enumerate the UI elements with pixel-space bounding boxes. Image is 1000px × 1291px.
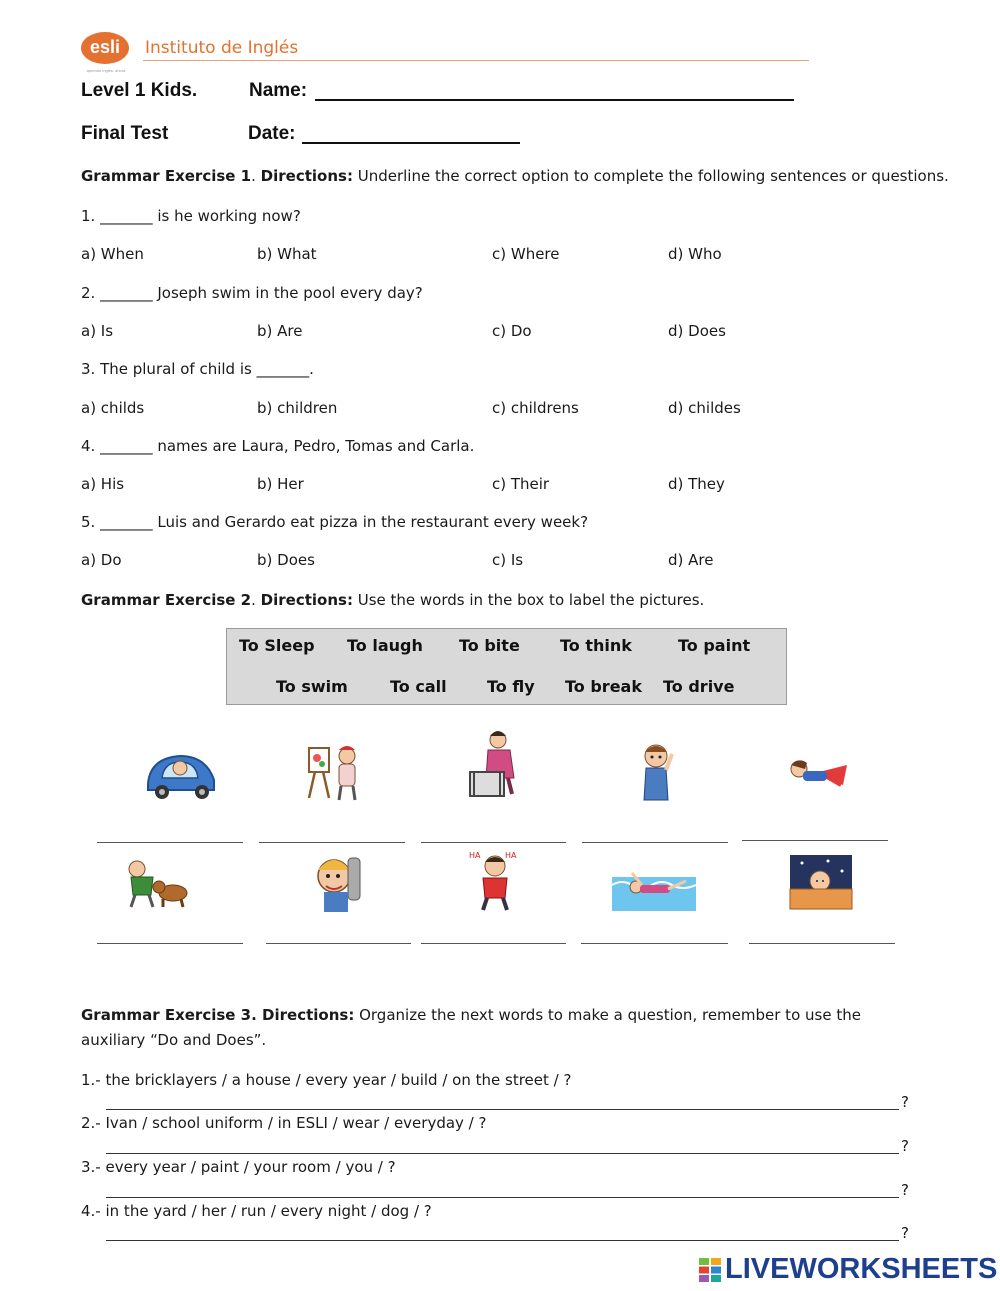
liveworksheets-brand[interactable]: LIVEWORKSHEETS <box>725 1253 998 1285</box>
q3-option-d[interactable]: d) childes <box>668 399 741 417</box>
ex3-item-2: 2.- Ivan / school uniform / in ESLI / wear / everyday / ? <box>81 1114 487 1132</box>
painter-picture <box>303 740 367 802</box>
answer-line-4[interactable] <box>106 1240 899 1241</box>
q5-option-b[interactable]: b) Does <box>257 551 315 569</box>
test-label: Final Test <box>81 123 169 144</box>
boy-laughing-picture <box>469 848 521 912</box>
label-blank-5[interactable] <box>742 840 888 841</box>
q2-option-c[interactable]: c) Do <box>492 322 532 340</box>
svg-text:HA: HA <box>505 851 517 860</box>
q1-option-a[interactable]: a) When <box>81 245 144 263</box>
answer-line-3[interactable] <box>106 1197 899 1198</box>
q5-option-d[interactable]: d) Are <box>668 551 714 569</box>
boy-thinking-picture <box>636 740 676 802</box>
label-blank-6[interactable] <box>97 943 243 944</box>
answer-4-qmark: ? <box>901 1224 909 1242</box>
q4-option-a[interactable]: a) His <box>81 475 125 493</box>
ex3-directions <box>81 1003 911 1053</box>
word-to-break: To break <box>565 677 642 696</box>
ex3-item-1: 1.- the bricklayers / a house / every year / build / on the street / ? <box>81 1071 572 1089</box>
level-label: Level 1 Kids. <box>81 80 198 101</box>
ex2-dir-text: Use the words in the box to label the pictures. <box>352 591 705 609</box>
woman-thinking-picture <box>466 728 524 798</box>
q3-option-b[interactable]: b) children <box>257 399 338 417</box>
ex1-sep: . <box>251 167 261 185</box>
liveworksheets-icon <box>699 1258 721 1282</box>
ex1-title: Grammar Exercise 1 <box>81 167 252 185</box>
answer-3-qmark: ? <box>901 1181 909 1199</box>
ex3-dir-text: Organize the next words to make a question, remember to use the auxiliary “Do and Does”. <box>81 1006 861 1049</box>
header-divider <box>143 60 809 61</box>
q2-option-b[interactable]: b) Are <box>257 322 303 340</box>
q1-option-c[interactable]: c) Where <box>492 245 560 263</box>
label-blank-1[interactable] <box>97 842 243 843</box>
logo-tagline: aprende inglés, ahora <box>86 68 126 73</box>
answer-line-2[interactable] <box>106 1153 899 1154</box>
q3-option-a[interactable]: a) childs <box>81 399 145 417</box>
date-label: Date: <box>248 123 296 144</box>
q3-option-c[interactable]: c) childrens <box>492 399 579 417</box>
ex2-directions <box>81 590 704 610</box>
ex1-dir-label: Directions: <box>260 167 353 185</box>
q1-option-d[interactable]: d) Who <box>668 245 722 263</box>
question-3: 3. The plural of child is _______. <box>81 360 314 378</box>
ex1-dir-text: Underline the correct option to complete the following sentences or questions. <box>352 167 949 185</box>
word-to-call: To call <box>390 677 447 696</box>
word-to-sleep: To Sleep <box>239 636 315 655</box>
ex2-dir-label: Directions: <box>260 591 353 609</box>
ex3-item-4: 4.- in the yard / her / run / every night / dog / ? <box>81 1202 432 1220</box>
label-blank-4[interactable] <box>582 842 728 843</box>
esli-logo: esli <box>81 32 129 64</box>
date-blank[interactable] <box>302 142 520 144</box>
answer-1-qmark: ? <box>901 1093 909 1111</box>
label-blank-9[interactable] <box>581 943 728 944</box>
name-label: Name: <box>249 80 308 101</box>
q2-option-a[interactable]: a) Is <box>81 322 114 340</box>
boy-calling-picture <box>308 852 370 914</box>
dog-biting-picture <box>123 855 191 909</box>
answer-line-1[interactable] <box>106 1109 899 1110</box>
question-4: 4. _______ names are Laura, Pedro, Tomas and Carla. <box>81 437 475 455</box>
q5-option-c[interactable]: c) Is <box>492 551 524 569</box>
word-to-drive: To drive <box>663 677 735 696</box>
label-blank-8[interactable] <box>421 943 566 944</box>
word-to-laugh: To laugh <box>347 636 423 655</box>
swimmer-picture <box>612 865 696 915</box>
label-blank-7[interactable] <box>266 943 411 944</box>
label-blank-3[interactable] <box>421 842 566 843</box>
q4-option-b[interactable]: b) Her <box>257 475 304 493</box>
question-1: 1. _______ is he working now? <box>81 207 301 225</box>
q4-option-d[interactable]: d) They <box>668 475 725 493</box>
word-to-swim: To swim <box>276 677 348 696</box>
ex2-title: Grammar Exercise 2 <box>81 591 252 609</box>
q4-option-c[interactable]: c) Their <box>492 475 550 493</box>
ex1-directions <box>81 166 949 186</box>
word-to-bite: To bite <box>459 636 520 655</box>
word-to-fly: To fly <box>487 677 535 696</box>
word-to-think: To think <box>560 636 632 655</box>
q2-option-d[interactable]: d) Does <box>668 322 726 340</box>
ex3-item-3: 3.- every year / paint / your room / you / ? <box>81 1158 396 1176</box>
question-5: 5. _______ Luis and Gerardo eat pizza in the restaurant every week? <box>81 513 589 531</box>
word-to-paint: To paint <box>678 636 751 655</box>
institute-name: Instituto de Inglés <box>145 38 299 58</box>
svg-text:HA: HA <box>469 851 481 860</box>
car-driver-picture <box>140 740 220 802</box>
label-blank-10[interactable] <box>749 943 895 944</box>
q1-option-b[interactable]: b) What <box>257 245 317 263</box>
q5-option-a[interactable]: a) Do <box>81 551 122 569</box>
sleeping-picture <box>788 853 854 911</box>
ex3-title: Grammar Exercise 3. Directions: <box>81 1006 355 1024</box>
flying-girl-picture <box>785 755 849 795</box>
label-blank-2[interactable] <box>259 842 405 843</box>
name-blank[interactable] <box>315 99 794 101</box>
question-2: 2. _______ Joseph swim in the pool every day? <box>81 284 423 302</box>
ex2-sep: . <box>251 591 261 609</box>
answer-2-qmark: ? <box>901 1137 909 1155</box>
